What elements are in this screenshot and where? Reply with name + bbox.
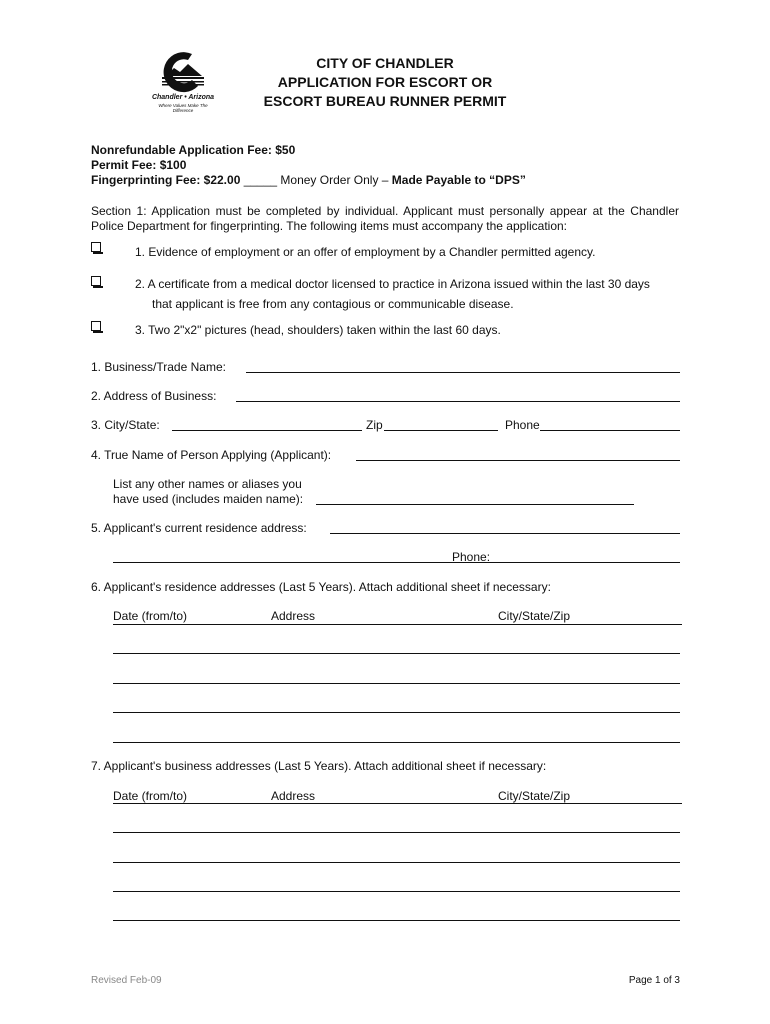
page-number: Page 1 of 3 xyxy=(628,975,680,986)
residence-label: 5. Applicant's current residence address: xyxy=(91,521,307,535)
checkbox-employment[interactable] xyxy=(91,242,101,252)
phone-label: Phone xyxy=(505,418,540,432)
residence-phone-label: Phone: xyxy=(452,550,491,564)
business-row-3[interactable] xyxy=(113,891,680,892)
city-logo xyxy=(148,50,218,112)
money-order-note: _____ Money Order Only – xyxy=(240,173,392,187)
permit-fee: Permit Fee: $100 xyxy=(91,158,187,172)
business-row-4[interactable] xyxy=(113,920,680,921)
business-date-header: Date (from/to) xyxy=(113,789,188,803)
section-1-text: Section 1: Application must be completed by individual. Applicant must personally appear at the Chandler Police Department for fingerprinting. The following items must accompany the application: xyxy=(91,204,679,233)
fee-block xyxy=(91,143,526,188)
aliases-label-line-2: have used (includes maiden name): xyxy=(113,492,304,506)
business-address-header: Address xyxy=(271,789,316,803)
logo-tagline: Where Values Make The Difference xyxy=(158,103,208,113)
residence-row-4[interactable] xyxy=(113,742,680,743)
true-name-label: 4. True Name of Person Applying (Applicant): xyxy=(91,448,332,462)
application-fee: Nonrefundable Application Fee: $50 xyxy=(91,143,296,157)
business-csz-header: City/State/Zip xyxy=(498,789,571,803)
document-title xyxy=(230,54,540,111)
fingerprint-fee: Fingerprinting Fee: $22.00 xyxy=(91,173,241,187)
residence-row-1[interactable] xyxy=(113,653,680,654)
requirement-2: 2. A certificate from a medical doctor licensed to practice in Arizona issued within the last 30 days xyxy=(135,277,650,291)
aliases-label-line-1: List any other names or aliases you xyxy=(113,477,302,491)
business-address-field[interactable] xyxy=(236,401,680,402)
business-name-field[interactable] xyxy=(246,372,680,373)
true-name-field[interactable] xyxy=(356,460,680,461)
revision-date: Revised Feb-09 xyxy=(91,975,162,986)
residence-row-2[interactable] xyxy=(113,683,680,684)
payable-to: Made Payable to “DPS” xyxy=(391,173,526,187)
logo-name: Chandler • Arizona xyxy=(151,94,215,101)
residence-date-header: Date (from/to) xyxy=(113,609,188,623)
chandler-c-logo-icon xyxy=(148,50,218,94)
residence-table-header-rule xyxy=(113,624,682,625)
residence-csz-header: City/State/Zip xyxy=(498,609,571,623)
business-row-1[interactable] xyxy=(113,832,680,833)
checkbox-medical-certificate[interactable] xyxy=(91,276,101,286)
residence-address-header: Address xyxy=(271,609,316,623)
phone-field[interactable] xyxy=(540,430,680,431)
title-line-2: APPLICATION FOR ESCORT OR xyxy=(277,74,493,90)
residence-history-label: 6. Applicant's residence addresses (Last 5 Years). Attach additional sheet if necessary: xyxy=(91,580,551,594)
city-state-field[interactable] xyxy=(172,430,362,431)
aliases-field[interactable] xyxy=(316,504,634,505)
business-table-header-rule xyxy=(113,803,682,804)
requirement-2-continued: that applicant is free from any contagious or communicable disease. xyxy=(152,297,514,311)
business-name-label: 1. Business/Trade Name: xyxy=(91,360,226,374)
residence-field[interactable] xyxy=(330,533,680,534)
zip-field[interactable] xyxy=(384,430,498,431)
residence-row-3[interactable] xyxy=(113,712,680,713)
title-line-1: CITY OF CHANDLER xyxy=(316,55,454,71)
residence-field-line-2[interactable] xyxy=(113,562,680,563)
business-history-label: 7. Applicant's business addresses (Last 5 Years). Attach additional sheet if necessary: xyxy=(91,759,547,773)
zip-label: Zip xyxy=(366,418,383,432)
business-row-2[interactable] xyxy=(113,862,680,863)
city-state-label: 3. City/State: xyxy=(91,418,160,432)
requirement-1: 1. Evidence of employment or an offer of employment by a Chandler permitted agency. xyxy=(135,245,596,259)
checkbox-pictures[interactable] xyxy=(91,321,101,331)
title-line-3: ESCORT BUREAU RUNNER PERMIT xyxy=(263,93,507,109)
requirement-3: 3. Two 2"x2" pictures (head, shoulders) taken within the last 60 days. xyxy=(135,323,501,337)
business-address-label: 2. Address of Business: xyxy=(91,389,217,403)
